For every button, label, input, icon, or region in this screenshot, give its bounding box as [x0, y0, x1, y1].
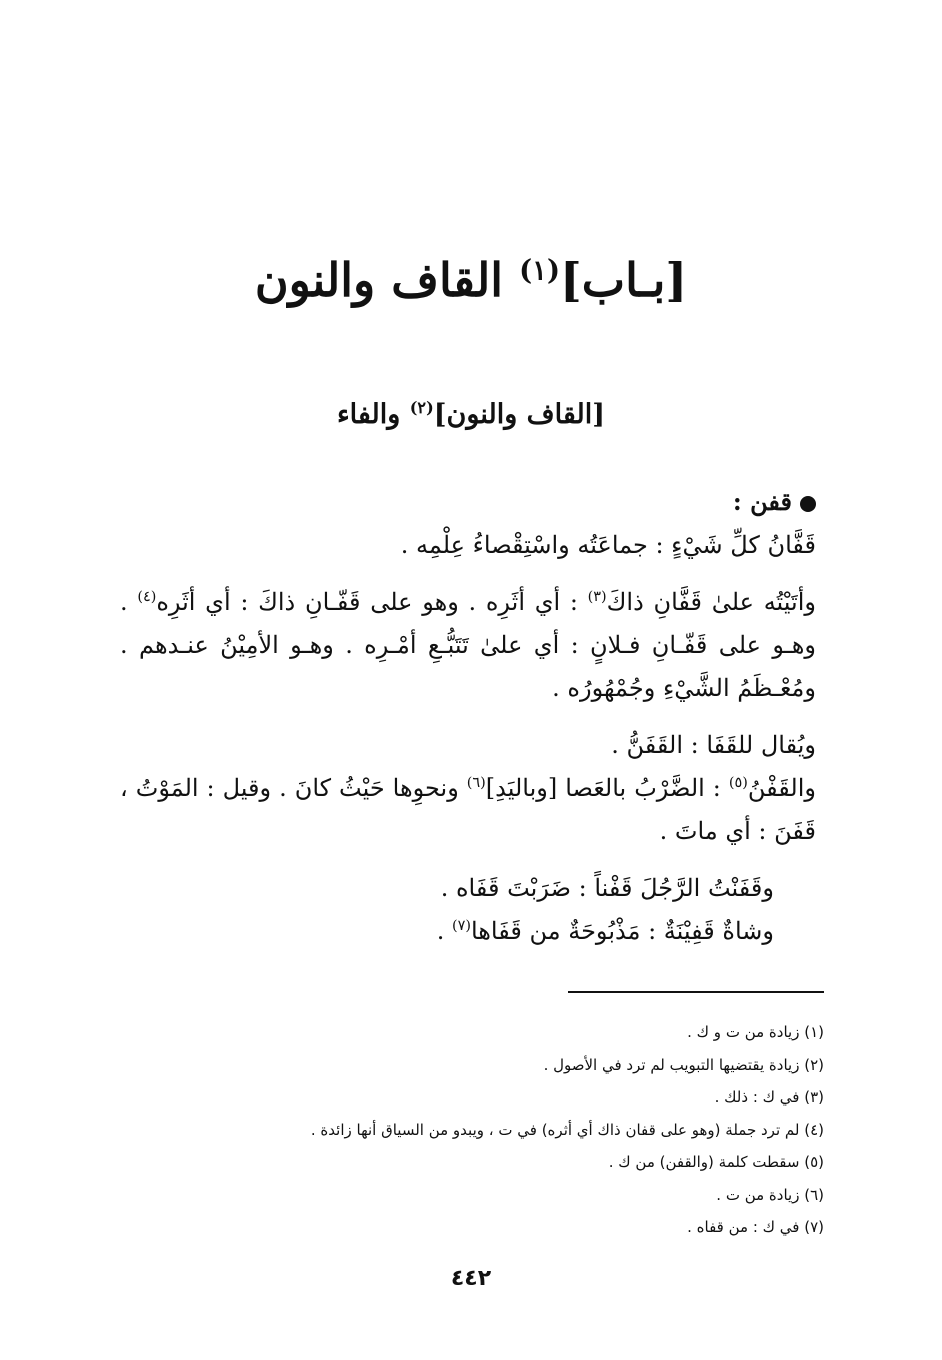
footnote-2: (٢) زيادة يقتضيها التبويب لم ترد في الأصول .	[543, 1055, 824, 1074]
footnote-ref-3: (٣)	[587, 589, 607, 605]
footnote-ref-5: (٥)	[728, 775, 748, 791]
paragraph-6-part-a: وشاةٌ قَفِيْنَةٌ : مَذْبُوحَةٌ من قَفَاها	[470, 917, 774, 945]
footnote-ref-2: (٢)	[409, 398, 434, 417]
footnote-ref-4: (٤)	[137, 589, 157, 605]
paragraph-2-part-c: . وهـو على قَفّـانِ فـلانٍ : أي علىٰ تَتَبُّـعِ أمْـرِه . وهـو الأمِيْنُ عنـدهم . ومُعْـظَمُ الشَّيْءِ وجُمْهُورُه .	[120, 588, 816, 702]
footnote-ref-7: (٧)	[451, 918, 471, 934]
section-title-after: والفاء	[336, 399, 410, 430]
paragraph-2	[120, 581, 830, 710]
chapter-title	[0, 250, 942, 310]
entry-body	[120, 480, 830, 953]
footnote-1: (١) زيادة من ت و ك .	[687, 1023, 824, 1041]
footnote-ref-1: (١)	[519, 253, 561, 287]
chapter-title-after: القاف والنون	[254, 253, 520, 307]
paragraph-2-part-b: : أي أثَرِه . وهو على قَفّـانِ ذاكَ : أي أثَرِه	[156, 588, 588, 616]
paragraph-5: وقَفَنْتُ الرَّجُلَ قَفْناً : ضَرَبْتَ قَفَاه .	[440, 874, 774, 902]
footnote-3: (٣) في ك : ذلك .	[714, 1088, 824, 1106]
footnote-7: (٧) في ك : من قفاه .	[687, 1218, 824, 1236]
paragraph-4-part-a: والقَفْنُ	[747, 774, 816, 802]
entry-headword-line	[120, 480, 830, 524]
entry-headword: قفن :	[732, 487, 792, 516]
paragraph-2-part-a: وأتَيْتُه علىٰ قَفَّانِ ذاكَ	[606, 588, 816, 616]
paragraph-4-part-b: : الضَّرْبُ بالعَصا [وباليَدِ]	[485, 774, 729, 802]
paragraph-6-part-b: .	[436, 917, 452, 945]
footnote-4: (٤) لم ترد جملة (وهو على قفان ذاك أي أثره) في ت ، ويبدو من السياق أنها زائدة .	[310, 1120, 824, 1139]
section-title-before: [القاف والنون]	[433, 399, 606, 430]
section-title	[0, 395, 942, 435]
footnote-ref-6: (٦)	[466, 775, 486, 791]
footnote-6: (٦) زيادة من ت .	[716, 1185, 824, 1204]
paragraph-3: ويُقال للقَفَا : القَفَنُّ .	[611, 731, 816, 759]
bullet-icon	[800, 496, 816, 512]
footnotes	[104, 1016, 824, 1244]
footnote-divider	[568, 991, 824, 993]
paragraph-4	[120, 767, 830, 853]
paragraph-1: قَفَّانُ كلِّ شَيْءٍ : جماعَتُه واسْتِقْصاءُ عِلْمِه .	[400, 531, 816, 559]
paragraph-4-part-c: ونحوِها حَيْثُ كانَ . وقيل : المَوْتُ ، قَفَنَ : أي ماتَ .	[120, 774, 816, 845]
paragraph-6	[120, 910, 830, 953]
chapter-title-before: [بـاب]	[560, 253, 688, 307]
footnote-5: (٥) سقطت كلمة (والقفن) من ك .	[608, 1153, 824, 1171]
page-number: ٤٤٢	[450, 1266, 492, 1291]
